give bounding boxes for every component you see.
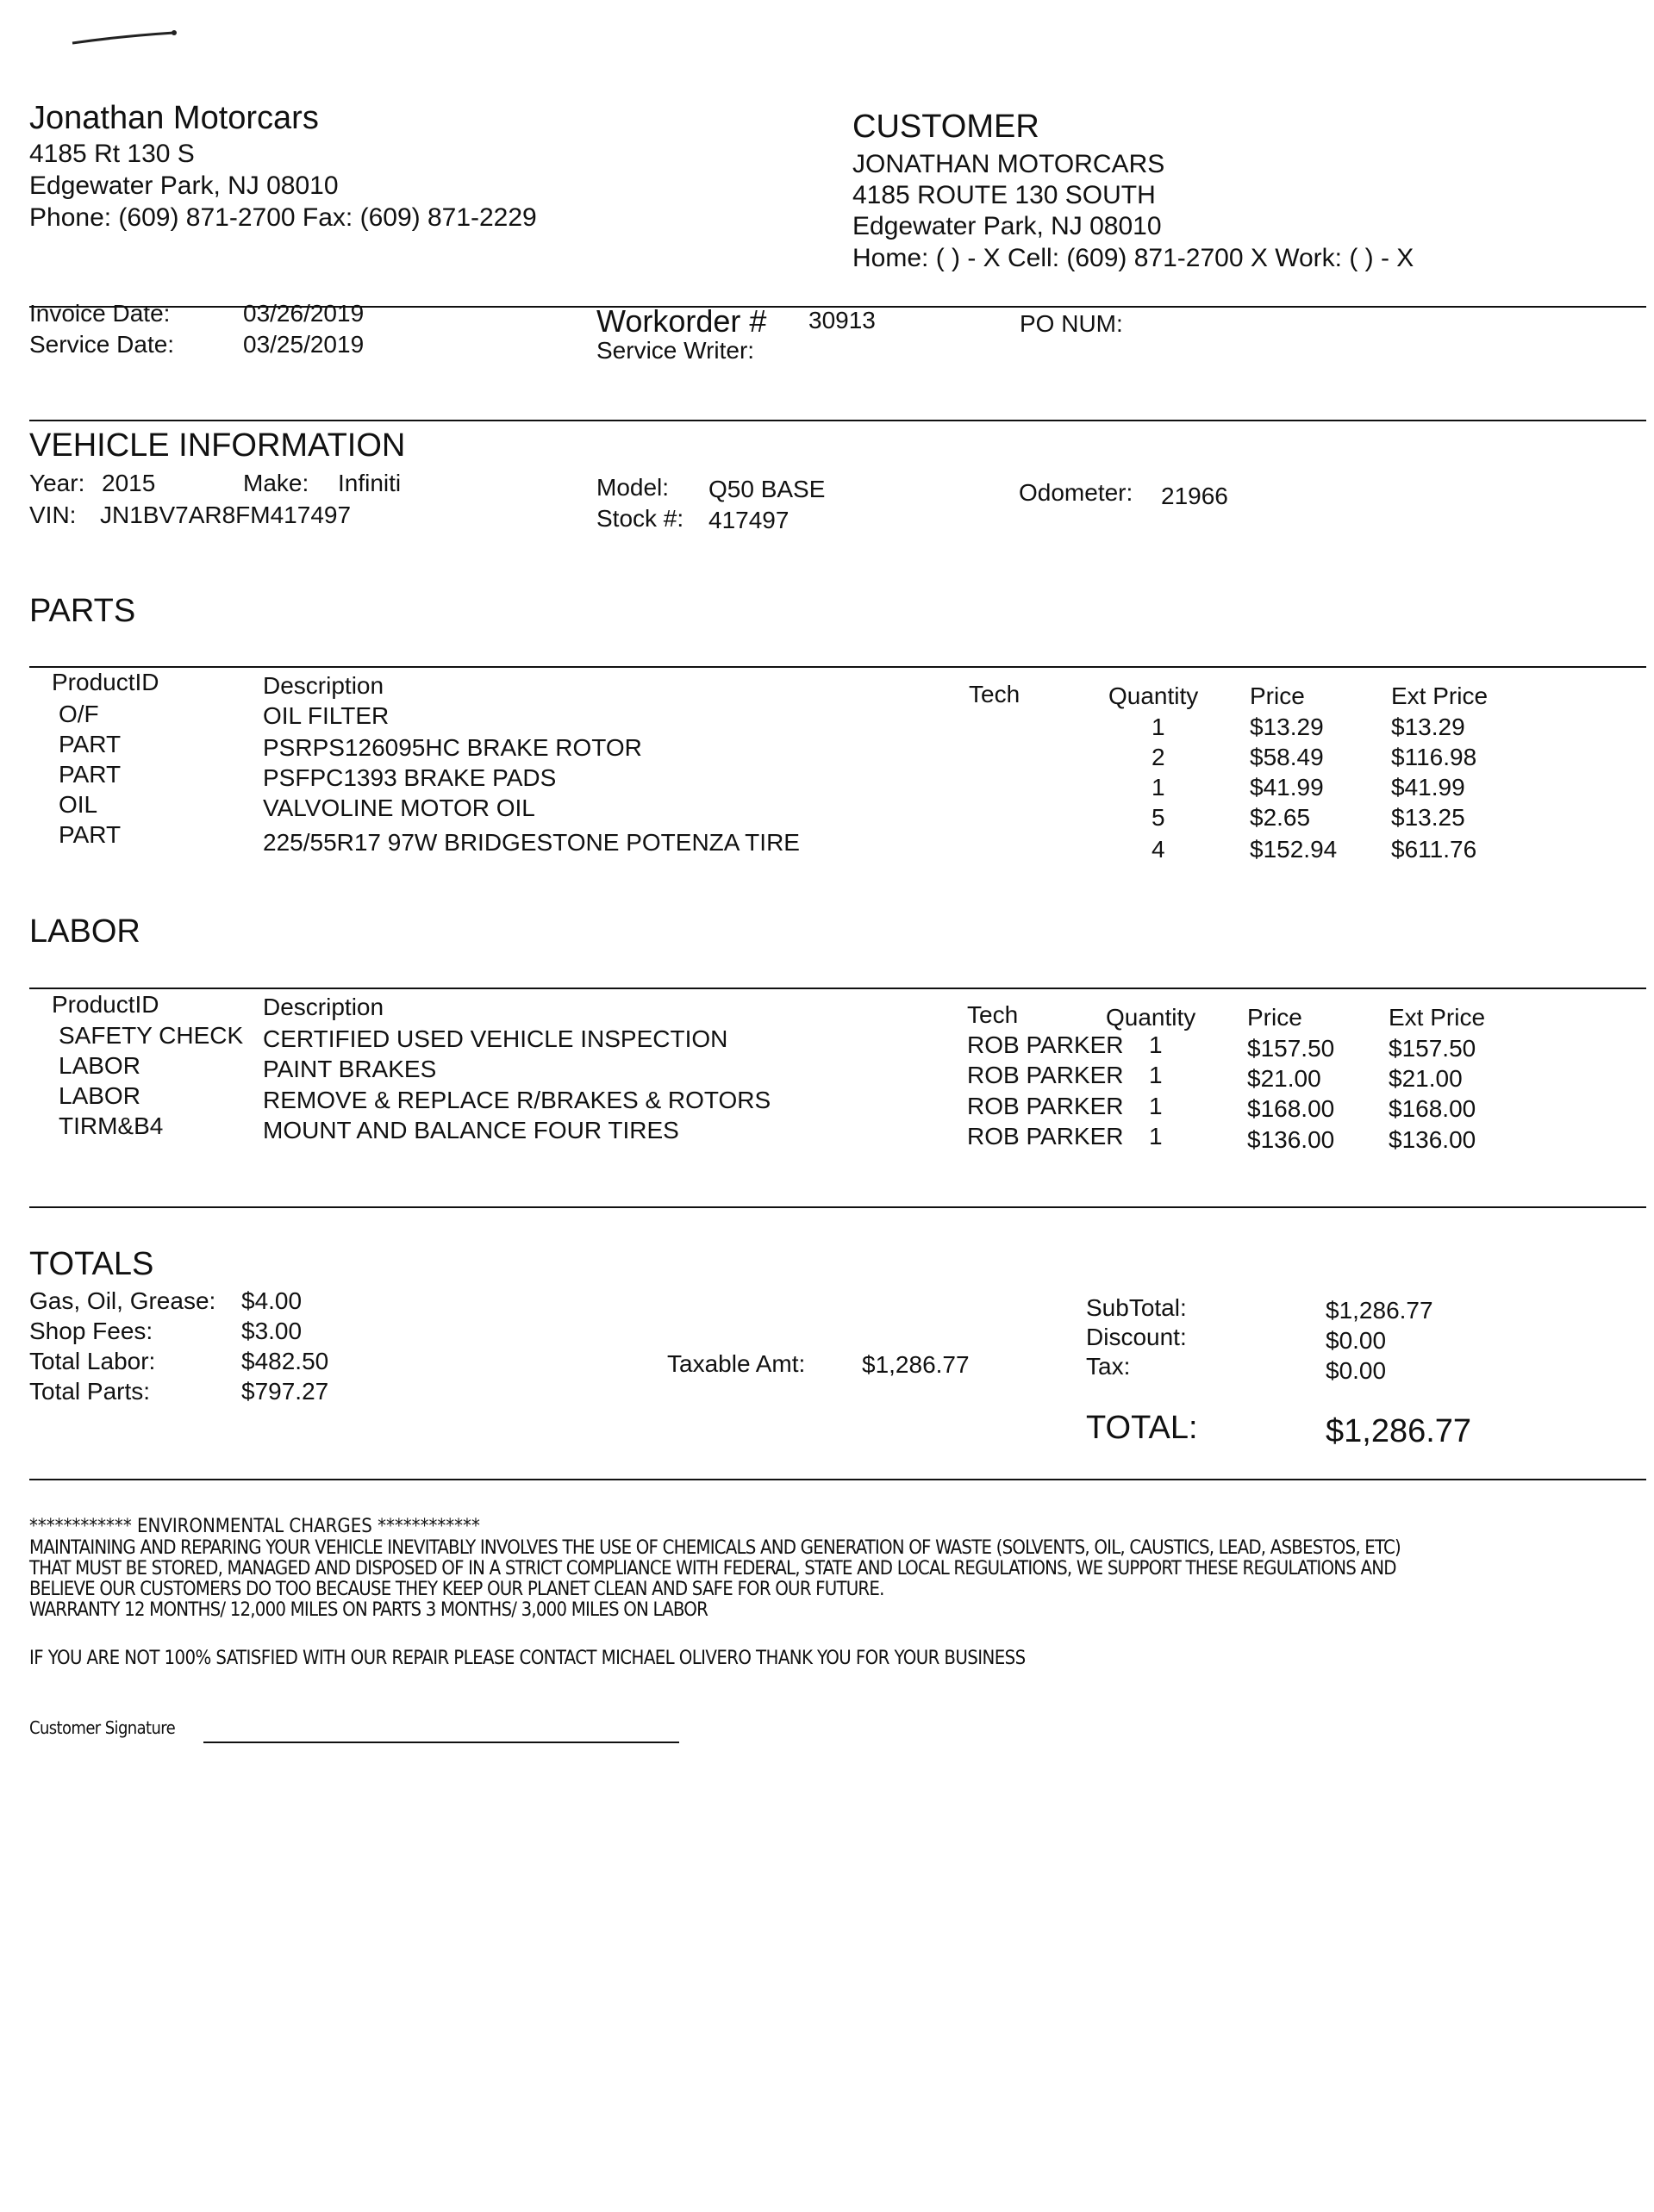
- vin-value: JN1BV7AR8FM417497: [100, 502, 352, 528]
- labor-product-id: LABOR: [59, 1082, 140, 1109]
- warranty-text: WARRANTY 12 MONTHS/ 12,000 MILES ON PARTS 3 MONTHS/ 3,000 MILES ON LABOR: [29, 1599, 708, 1621]
- part-product-id: O/F: [59, 701, 99, 727]
- signature-line[interactable]: [203, 1742, 679, 1743]
- workorder-label: Workorder #: [596, 303, 767, 339]
- stock-label: Stock #:: [596, 505, 684, 532]
- make-value: Infiniti: [338, 470, 402, 496]
- part-product-id: OIL: [59, 791, 98, 818]
- part-description: OIL FILTER: [263, 702, 390, 729]
- customer-address: 4185 ROUTE 130 SOUTH: [852, 181, 1156, 209]
- service-date-label: Service Date:: [29, 331, 175, 358]
- model-label: Model:: [596, 474, 670, 501]
- divider: [29, 988, 1646, 989]
- labor-price: $157.50: [1247, 1035, 1335, 1062]
- model-value: Q50 BASE: [708, 476, 826, 502]
- divider: [29, 666, 1646, 668]
- labor-col-tech: Tech: [967, 1001, 1019, 1028]
- labor-price: $168.00: [1247, 1095, 1335, 1122]
- part-description: PSRPS126095HC BRAKE ROTOR: [263, 734, 642, 761]
- tax-label: Tax:: [1086, 1353, 1131, 1380]
- totals-heading: TOTALS: [29, 1246, 154, 1282]
- labor-price: $21.00: [1247, 1065, 1321, 1092]
- labor-quantity: 1: [1149, 1123, 1163, 1150]
- total-labor-value: $482.50: [241, 1348, 329, 1374]
- invoice-date: 03/26/2019: [243, 300, 365, 327]
- environmental-text-1: MAINTAINING AND REPARING YOUR VEHICLE INEVITABLY INVOLVES THE USE OF CHEMICALS AND GENERATION OF WASTE (SOLVENTS, OIL, CAUSTICS, LEAD, ASBESTOS, ETC): [29, 1537, 1401, 1559]
- labor-ext-price: $168.00: [1389, 1095, 1476, 1122]
- subtotal-value: $1,286.77: [1326, 1297, 1433, 1324]
- labor-ext-price: $136.00: [1389, 1126, 1476, 1153]
- labor-description: REMOVE & REPLACE R/BRAKES & ROTORS: [263, 1087, 771, 1113]
- part-description: 225/55R17 97W BRIDGESTONE POTENZA TIRE: [263, 829, 800, 856]
- service-writer-label: Service Writer:: [596, 337, 755, 364]
- gas-oil-grease-value: $4.00: [241, 1287, 303, 1314]
- part-quantity: 2: [1152, 744, 1165, 770]
- parts-heading: PARTS: [29, 593, 136, 629]
- taxable-amount-label: Taxable Amt:: [667, 1350, 806, 1377]
- part-description: VALVOLINE MOTOR OIL: [263, 794, 535, 821]
- environmental-heading: ************ ENVIRONMENTAL CHARGES ************: [29, 1516, 480, 1537]
- labor-col-quantity: Quantity: [1106, 1004, 1196, 1031]
- divider: [29, 1479, 1646, 1480]
- dealer-name: Jonathan Motorcars: [29, 100, 319, 136]
- part-ext-price: $41.99: [1391, 774, 1465, 801]
- parts-col-description: Description: [263, 672, 384, 699]
- parts-col-ext-price: Ext Price: [1391, 682, 1489, 709]
- shop-fees-value: $3.00: [241, 1318, 303, 1344]
- labor-description: PAINT BRAKES: [263, 1056, 437, 1082]
- customer-phones: Home: ( ) - X Cell: (609) 871-2700 X Work: ( ) - X: [852, 244, 1414, 272]
- labor-price: $136.00: [1247, 1126, 1335, 1153]
- discount-value: $0.00: [1326, 1327, 1387, 1354]
- environmental-text-3: BELIEVE OUR CUSTOMERS DO TOO BECAUSE THEY KEEP OUR PLANET CLEAN AND SAFE FOR OUR FUTURE.: [29, 1579, 884, 1600]
- customer-heading: CUSTOMER: [852, 109, 1039, 145]
- taxable-amount-value: $1,286.77: [862, 1351, 970, 1378]
- labor-ext-price: $21.00: [1389, 1065, 1463, 1092]
- part-product-id: PART: [59, 761, 122, 788]
- part-product-id: PART: [59, 821, 122, 848]
- labor-col-price: Price: [1247, 1004, 1302, 1031]
- part-ext-price: $116.98: [1391, 744, 1477, 770]
- labor-quantity: 1: [1149, 1093, 1163, 1119]
- part-ext-price: $13.25: [1391, 804, 1465, 831]
- invoice-date-label: Invoice Date:: [29, 300, 171, 327]
- dealer-phone: Phone: (609) 871-2700 Fax: (609) 871-2229: [29, 203, 537, 232]
- divider: [29, 1206, 1646, 1208]
- total-labor-label: Total Labor:: [29, 1348, 156, 1374]
- part-ext-price: $611.76: [1391, 836, 1477, 863]
- labor-col-description: Description: [263, 994, 384, 1020]
- part-price: $152.94: [1250, 836, 1338, 863]
- odometer-value: 21966: [1161, 483, 1228, 509]
- labor-quantity: 1: [1149, 1031, 1163, 1058]
- vehicle-heading: VEHICLE INFORMATION: [29, 427, 406, 464]
- discount-label: Discount:: [1086, 1324, 1187, 1350]
- labor-col-ext-price: Ext Price: [1389, 1004, 1486, 1031]
- part-product-id: PART: [59, 731, 122, 757]
- labor-description: CERTIFIED USED VEHICLE INSPECTION: [263, 1025, 728, 1052]
- parts-col-tech: Tech: [969, 681, 1020, 707]
- po-number-label: PO NUM:: [1020, 310, 1123, 337]
- service-date: 03/25/2019: [243, 331, 365, 358]
- grand-total-label: TOTAL:: [1086, 1410, 1198, 1446]
- labor-ext-price: $157.50: [1389, 1035, 1476, 1062]
- part-description: PSFPC1393 BRAKE PADS: [263, 764, 557, 791]
- parts-col-quantity: Quantity: [1108, 682, 1199, 709]
- dealer-city: Edgewater Park, NJ 08010: [29, 171, 339, 200]
- labor-product-id: TIRM&B4: [59, 1112, 164, 1139]
- labor-tech: ROB PARKER: [967, 1031, 1124, 1058]
- labor-heading: LABOR: [29, 913, 140, 950]
- dealer-address: 4185 Rt 130 S: [29, 140, 195, 168]
- labor-description: MOUNT AND BALANCE FOUR TIRES: [263, 1117, 679, 1143]
- subtotal-label: SubTotal:: [1086, 1294, 1187, 1321]
- odometer-label: Odometer:: [1019, 479, 1133, 506]
- stock-value: 417497: [708, 507, 790, 533]
- labor-product-id: LABOR: [59, 1052, 140, 1079]
- customer-name: JONATHAN MOTORCARS: [852, 150, 1165, 178]
- part-quantity: 5: [1152, 804, 1165, 831]
- labor-tech: ROB PARKER: [967, 1093, 1124, 1119]
- part-ext-price: $13.29: [1391, 713, 1465, 740]
- part-price: $13.29: [1250, 713, 1324, 740]
- make-label: Make:: [243, 470, 309, 496]
- labor-quantity: 1: [1149, 1062, 1163, 1088]
- part-quantity: 1: [1152, 713, 1165, 740]
- labor-product-id: SAFETY CHECK: [59, 1022, 244, 1049]
- part-price: $41.99: [1250, 774, 1324, 801]
- labor-col-product: ProductID: [52, 991, 159, 1018]
- grand-total-value: $1,286.77: [1326, 1413, 1472, 1449]
- year-value: 2015: [102, 470, 156, 496]
- total-parts-value: $797.27: [241, 1378, 329, 1405]
- labor-tech: ROB PARKER: [967, 1062, 1124, 1088]
- parts-col-product: ProductID: [52, 669, 159, 695]
- tax-value: $0.00: [1326, 1357, 1387, 1384]
- part-price: $58.49: [1250, 744, 1324, 770]
- customer-signature-label: Customer Signature: [29, 1717, 176, 1738]
- vin-label: VIN:: [29, 502, 77, 528]
- divider: [29, 420, 1646, 421]
- part-quantity: 4: [1152, 836, 1165, 863]
- pen-mark: [69, 24, 181, 50]
- total-parts-label: Total Parts:: [29, 1378, 151, 1405]
- customer-city: Edgewater Park, NJ 08010: [852, 212, 1162, 240]
- workorder-number: 30913: [808, 307, 876, 333]
- labor-tech: ROB PARKER: [967, 1123, 1124, 1150]
- satisfaction-text: IF YOU ARE NOT 100% SATISFIED WITH OUR REPAIR PLEASE CONTACT MICHAEL OLIVERO THANK YOU FOR YOUR BUSINESS: [29, 1648, 1026, 1669]
- part-quantity: 1: [1152, 774, 1165, 801]
- part-price: $2.65: [1250, 804, 1311, 831]
- shop-fees-label: Shop Fees:: [29, 1318, 153, 1344]
- gas-oil-grease-label: Gas, Oil, Grease:: [29, 1287, 216, 1314]
- environmental-text-2: THAT MUST BE STORED, MANAGED AND DISPOSED OF IN A STRICT COMPLIANCE WITH FEDERAL, STATE AND LOCAL REGULATIONS, WE SUPPORT THESE REGULATIONS AND: [29, 1558, 1396, 1580]
- parts-col-price: Price: [1250, 682, 1305, 709]
- year-label: Year:: [29, 470, 85, 496]
